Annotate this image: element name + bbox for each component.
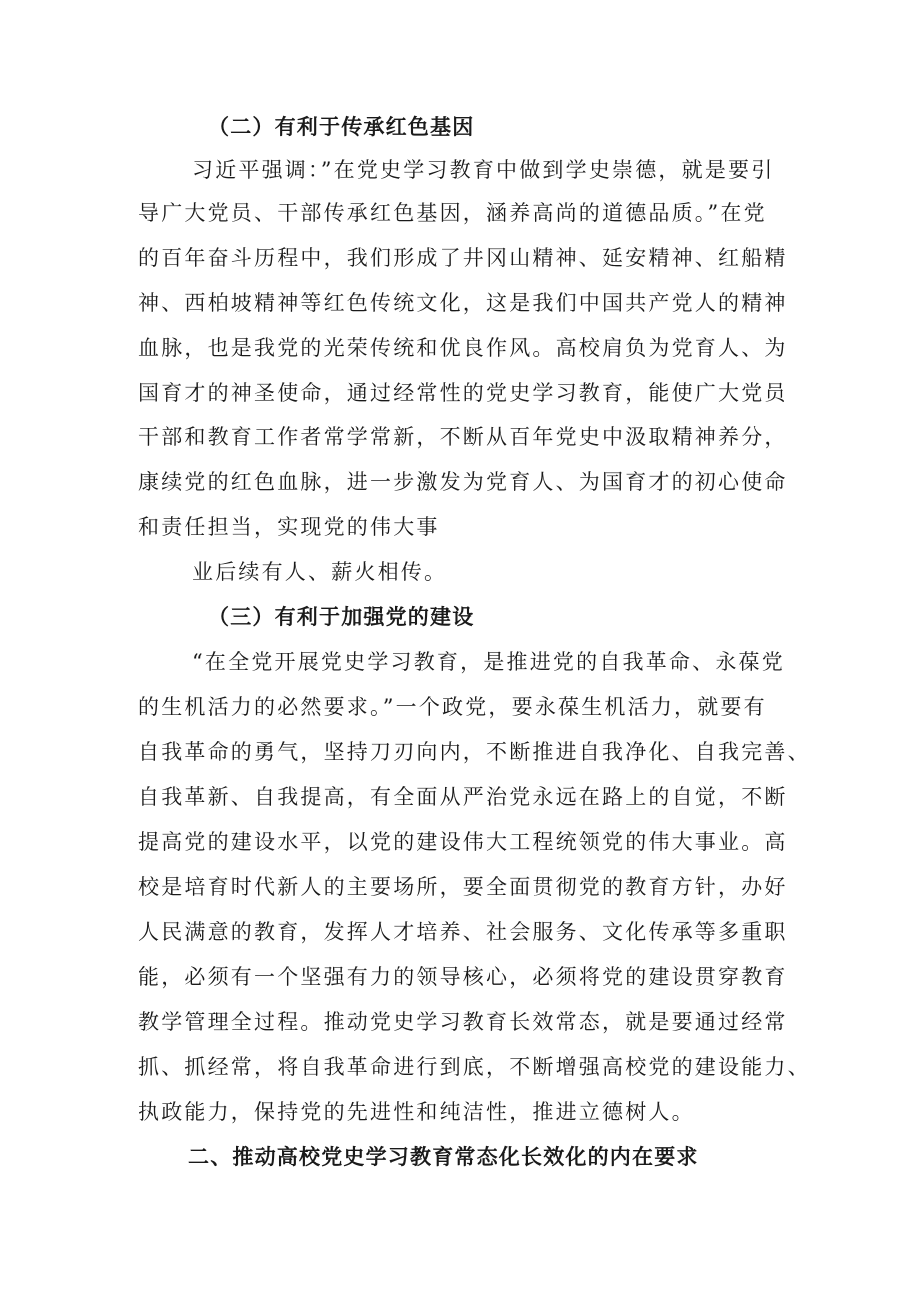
paragraph-line: “在全党开展党史学习教育，是推进党的自我革命、永葆党	[192, 650, 785, 674]
paragraph-line: 自我革新、自我提高，有全面从严治党永远在路上的自觉，不断	[138, 785, 788, 809]
paragraph-line: 的生机活力的必然要求。”一个政党，要永葆生机活力，就要有	[138, 695, 767, 719]
paragraph-line: 教学管理全过程。推动党史学习教育长效常态，就是要通过经常	[138, 1010, 788, 1034]
paragraph-line: 干部和教育工作者常学常新，不断从百年党史中汲取精神养分，	[138, 425, 788, 449]
paragraph-line: 提高党的建设水平，以党的建设伟大工程统领党的伟大事业。高	[138, 830, 788, 854]
paragraph-line: 的百年奋斗历程中，我们形成了井冈山精神、延安精神、红船精	[138, 246, 788, 270]
paragraph-line: 执政能力，保持党的先进性和纯洁性，推进立德树人。	[138, 1100, 695, 1124]
paragraph-line: 习近平强调：”在党史学习教育中做到学史崇德，就是要引	[192, 158, 775, 182]
paragraph-line: 康续党的红色血脉，进一步激发为党育人、为国育才的初心使命	[138, 470, 788, 494]
paragraph-line: 业后续有人、薪火相传。	[192, 560, 448, 584]
paragraph-line: 导广大党员、干部传承红色基因，涵养高尚的道德品质。”在党	[138, 201, 767, 225]
paragraph-line: 国育才的神圣使命，通过经常性的党史学习教育，能使广大党员	[138, 381, 788, 405]
paragraph-line: 抓、抓经常，将自我革命进行到底，不断增强高校党的建设能力、	[138, 1055, 811, 1079]
paragraph-line: 校是培育时代新人的主要场所，要全面贯彻党的教育方针，办好	[138, 875, 788, 899]
paragraph-line: 自我革命的勇气，坚持刀刃向内，不断推进自我净化、自我完善、	[138, 740, 811, 764]
paragraph-line: 血脉，也是我党的光荣传统和优良作风。高校肩负为党育人、为	[138, 336, 788, 360]
paragraph-line: 神、西柏坡精神等红色传统文化，这是我们中国共产党人的精神	[138, 291, 788, 315]
paragraph-line: 能，必须有一个坚强有力的领导核心，必须将党的建设贯穿教育	[138, 965, 788, 989]
paragraph-line: 和责任担当，实现党的伟大事	[138, 515, 440, 539]
subsection-heading: （二）有利于传承红色基因	[208, 115, 475, 139]
section-heading: 二、推动高校党史学习教育常态化长效化的内在要求	[188, 1145, 699, 1169]
subsection-heading: （三）有利于加强党的建设	[208, 605, 475, 629]
paragraph-line: 人民满意的教育，发挥人才培养、社会服务、文化传承等多重职	[138, 920, 788, 944]
